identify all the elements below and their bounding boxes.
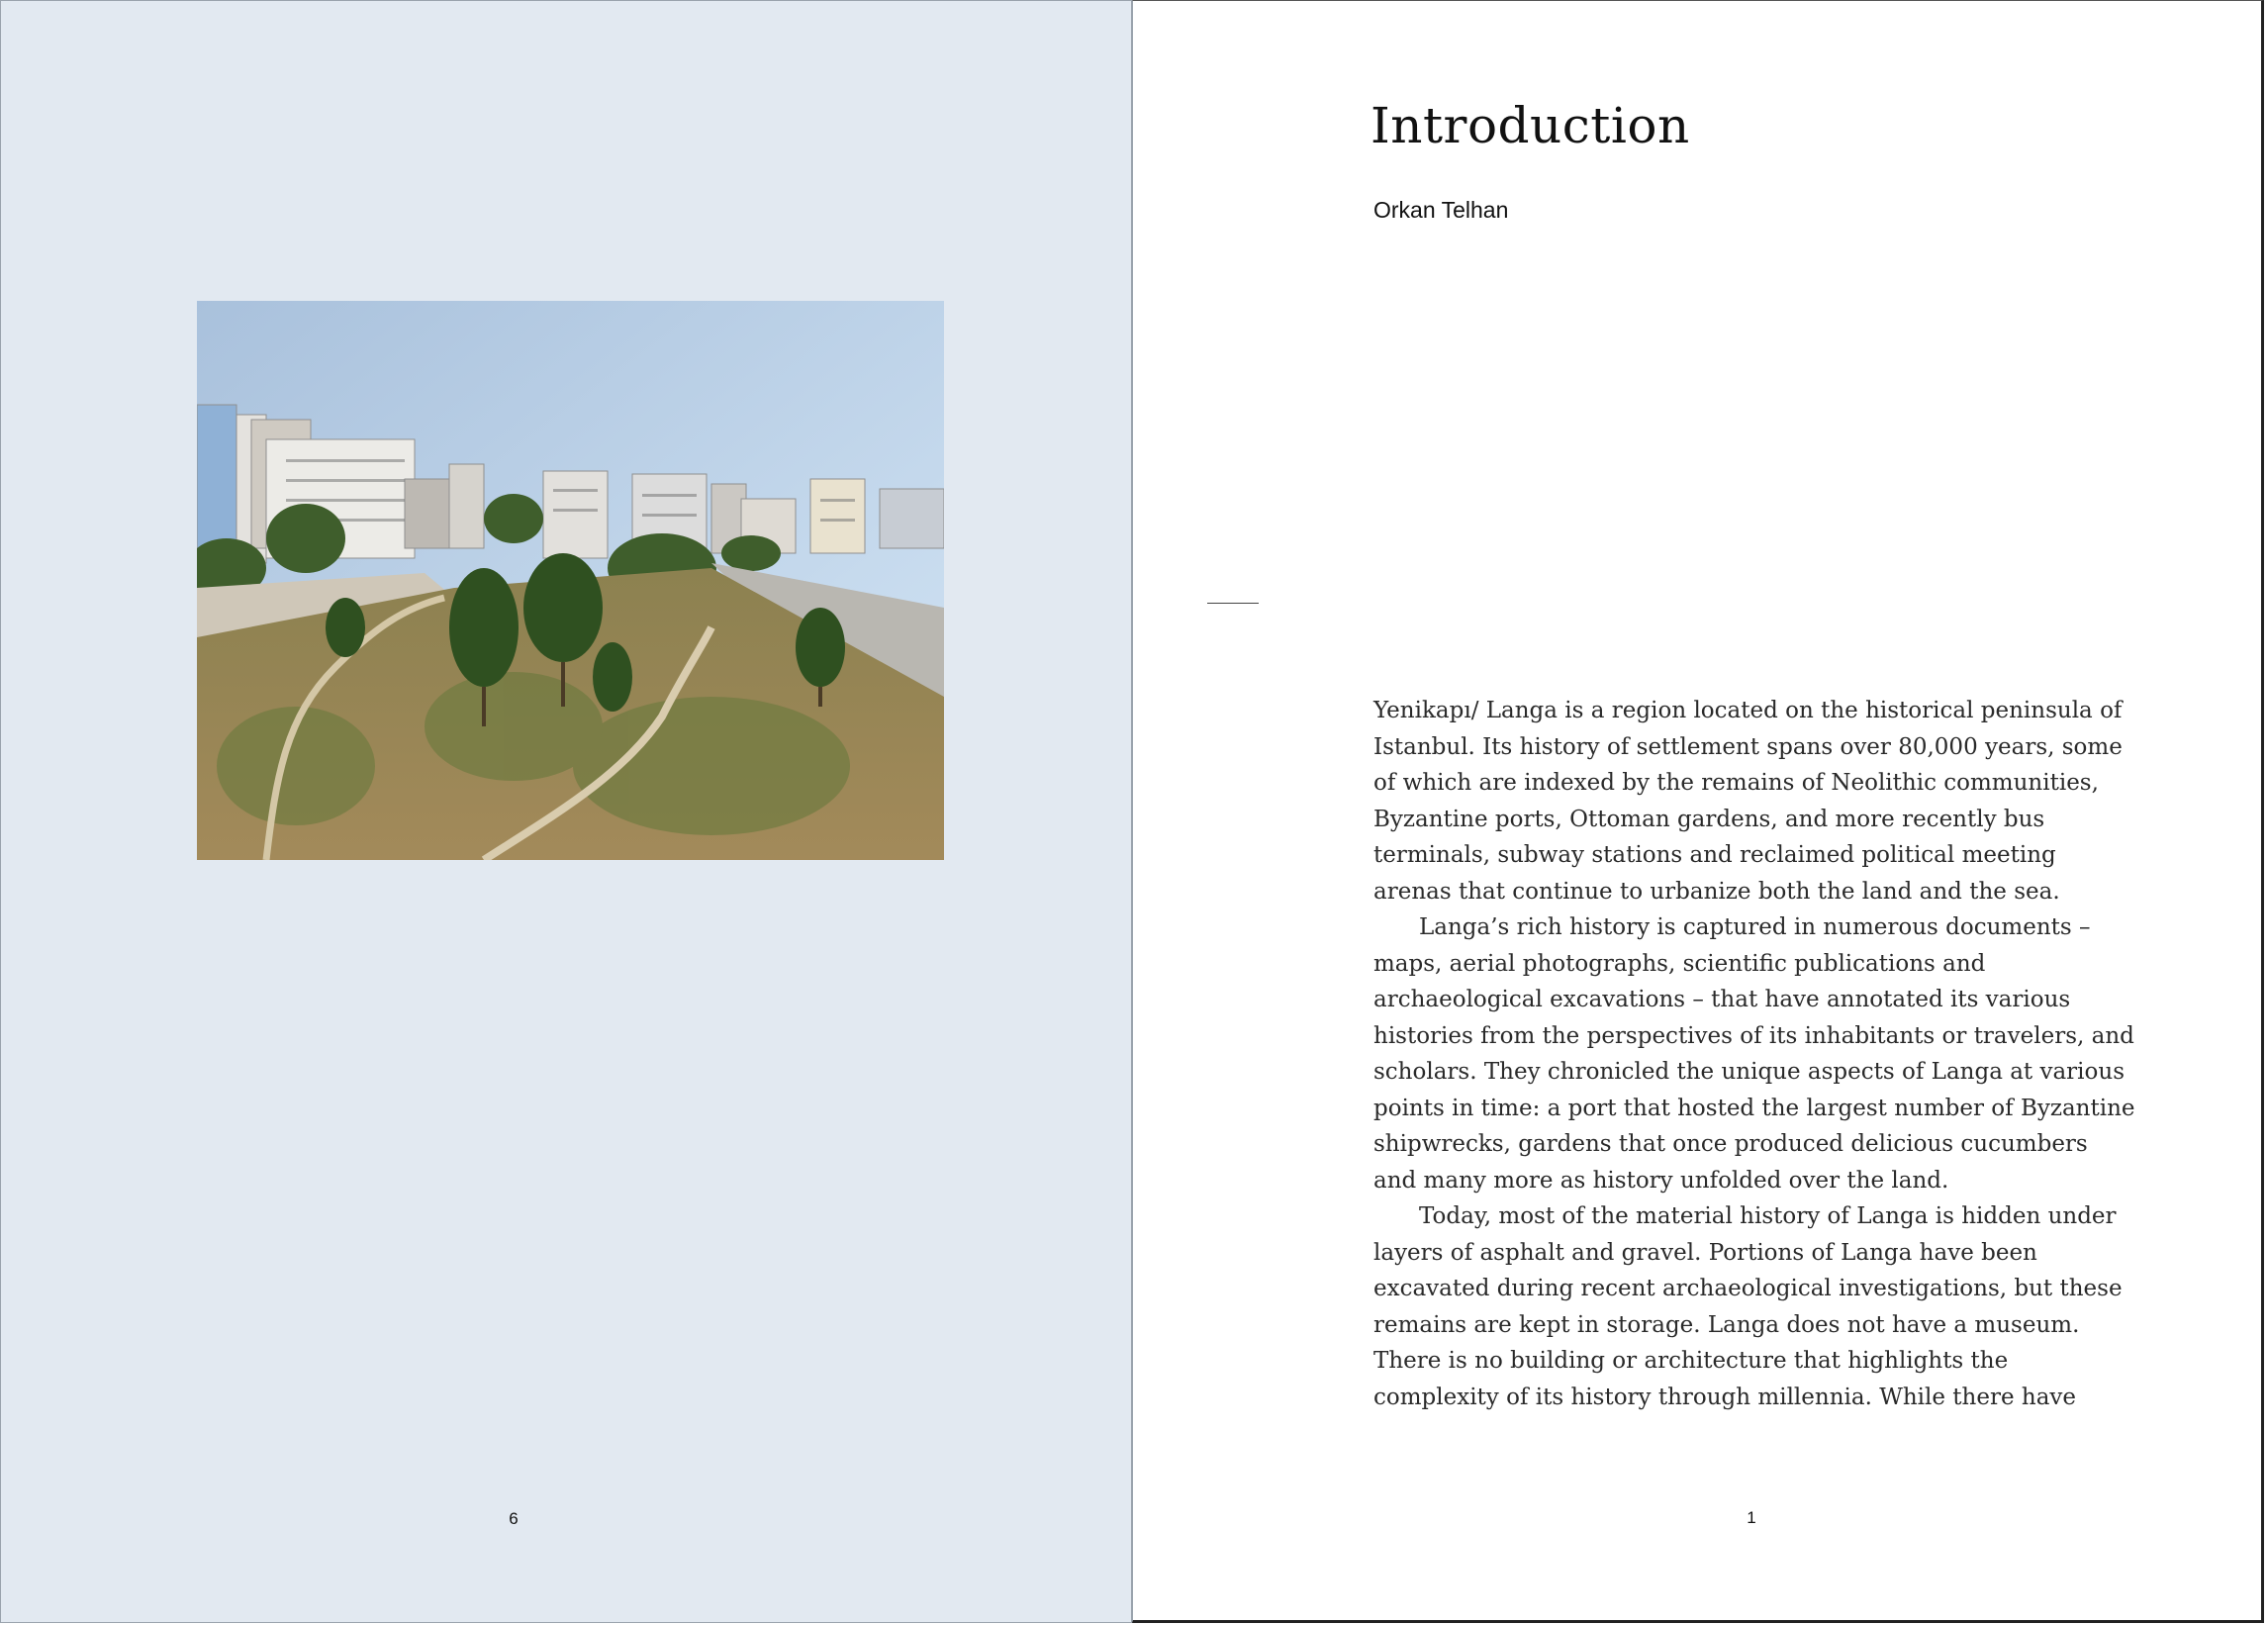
paragraph: Yenikapı/ Langa is a region located on the historical peninsula of Istanbul. Its history of settlement spans over 80,000 years, some of which are indexed by the remains of Neolithic communities, Byzantine ports, Ottoman gardens, and more recently bus terminals, subway stations and reclaimed political meeting arenas that continue to urbanize both the land and the sea. (1373, 698, 2123, 905)
chapter-title: Introduction (1370, 97, 1690, 154)
landscape-photo-illustration (197, 301, 944, 860)
paragraph: Today, most of the material history of Langa is hidden under layers of asphalt and gravel. Portions of Langa have been excavated during recent archaeological investigations, but these remains are kept in storage. Langa does not have a museum. There is no building or architecture that highlights the complexity of its history through millennia. While there have (1373, 1203, 2123, 1410)
body-text (1373, 693, 2135, 1415)
author-name: Orkan Telhan (1373, 197, 1509, 223)
paragraph: Langa’s rich history is captured in numerous documents – maps, aerial photographs, scientific publications and archaeological excavations – that have annotated its various histories from the perspectives of its inhabitants or travelers, and scholars. They chronicled the unique aspects of Langa at various points in time: a port that hosted the largest number of Byzantine shipwrecks, gardens that once produced delicious cucumbers and many more as history unfolded over the land. (1373, 914, 2135, 1194)
page-number-left: 6 (509, 1509, 519, 1528)
left-page (0, 0, 1132, 1623)
page-number-right: 1 (1747, 1508, 1756, 1527)
divider-rule (1207, 603, 1259, 604)
landscape-photo (197, 301, 944, 860)
